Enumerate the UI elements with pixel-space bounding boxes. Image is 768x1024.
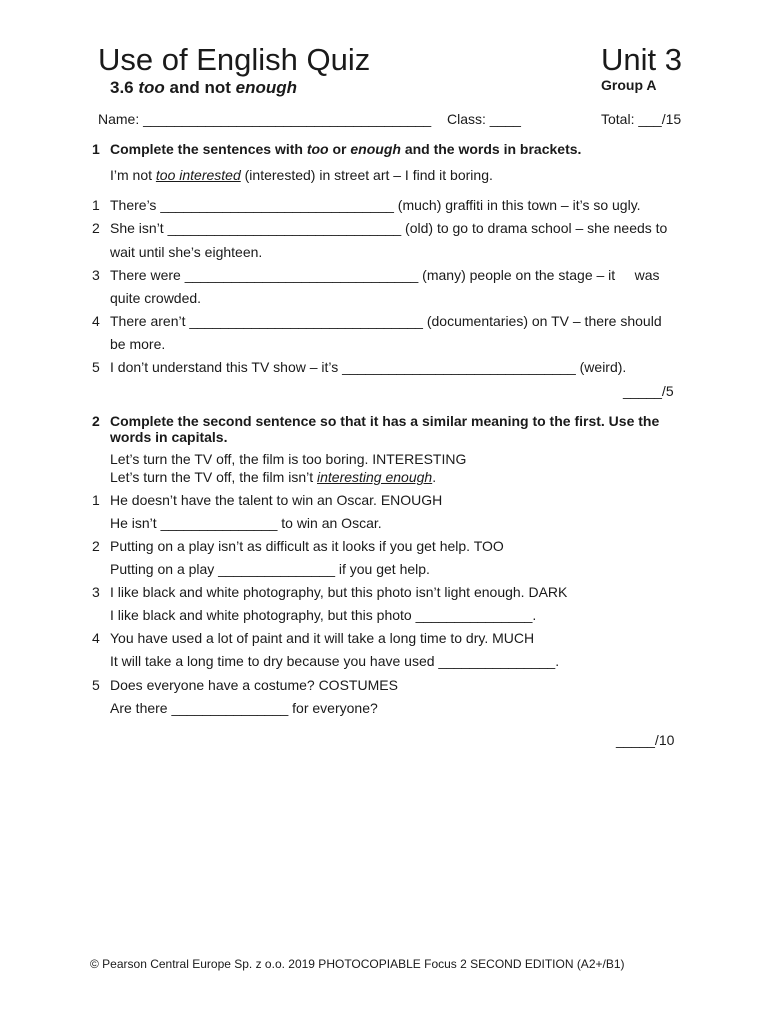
example2-post: .	[432, 469, 437, 485]
example-answer: too interested	[155, 167, 241, 183]
s1-item4-text[interactable]: There aren’t ______________________________ (documentaries) on TV – there should	[110, 313, 662, 329]
s1-item2-text-cont: wait until she’s eighteen.	[110, 244, 263, 260]
section2-instruction-line1: Complete the second sentence so that it has a similar meaning to the first. Use the	[110, 413, 660, 429]
s1-item5-text[interactable]: I don’t understand this TV show – it’s ______________________________ (weird).	[110, 359, 627, 375]
s2-item2-prompt: Putting on a play isn’t as difficult as it looks if you get help. TOO	[110, 538, 504, 554]
s1-item3-text-cont: quite crowded.	[110, 290, 202, 306]
s1-item4-text-cont: be more.	[110, 336, 166, 352]
section1-instr-a: Complete the sentences with	[110, 141, 303, 157]
section1-instr-b: and the words in brackets.	[404, 141, 582, 157]
s1-item3-number: 3	[92, 267, 100, 283]
section2-number: 2	[92, 413, 100, 429]
s1-item4-number: 4	[92, 313, 100, 329]
example-post: (interested) in street art – I find it boring.	[244, 167, 493, 183]
s2-item5-number: 5	[92, 677, 100, 693]
example2-pre: Let’s turn the TV off, the film isn’t	[110, 469, 314, 485]
section1-instr-or: or	[332, 141, 347, 157]
section1-instr-enough: enough	[350, 141, 401, 157]
section1-instr-too: too	[306, 141, 329, 157]
section2-score: _____/10	[616, 732, 675, 748]
s2-item4-answer-line[interactable]: It will take a long time to dry because you have used _______________.	[110, 653, 560, 669]
s2-item1-answer-line[interactable]: He isn’t _______________ to win an Oscar.	[110, 515, 382, 531]
s2-item3-number: 3	[92, 584, 100, 600]
s1-item2-number: 2	[92, 220, 100, 236]
name-field[interactable]: Name: _____________________________________	[98, 111, 432, 127]
s1-item5-number: 5	[92, 359, 100, 375]
group-label: Group A	[601, 77, 657, 93]
s1-item1-number: 1	[92, 197, 100, 213]
class-field[interactable]: Class: ____	[447, 111, 521, 127]
s2-item5-prompt: Does everyone have a costume? COSTUMES	[110, 677, 398, 693]
s2-item3-answer-line[interactable]: I like black and white photography, but this photo _______________.	[110, 607, 537, 623]
s2-item4-prompt: You have used a lot of paint and it will take a long time to dry. MUCH	[110, 630, 535, 646]
s2-item1-number: 1	[92, 492, 100, 508]
unit-title: Unit 3	[601, 42, 682, 77]
s2-item2-answer-line[interactable]: Putting on a play _______________ if you get help.	[110, 561, 430, 577]
example-pre: I’m not	[110, 167, 153, 183]
section2-example-line2	[110, 469, 436, 485]
s2-item3-prompt: I like black and white photography, but this photo isn’t light enough. DARK	[110, 584, 568, 600]
quiz-title: Use of English Quiz	[98, 42, 371, 77]
lesson-word-enough: enough	[235, 78, 298, 97]
section1-instruction	[110, 141, 581, 157]
section1-score: _____/5	[623, 383, 674, 399]
s1-item2-text[interactable]: She isn’t ______________________________ (old) to go to drama school – she needs to	[110, 220, 668, 236]
section1-example	[110, 167, 493, 183]
lesson-word-and-not: and not	[169, 78, 231, 97]
s1-item1-text[interactable]: There’s ______________________________ (much) graffiti in this town – it’s so ugly.	[110, 197, 641, 213]
section1-number: 1	[92, 141, 100, 157]
s1-item3-text[interactable]: There were ______________________________ (many) people on the stage – it was	[110, 267, 660, 283]
s2-item2-number: 2	[92, 538, 100, 554]
copyright-footer: © Pearson Central Europe Sp. z o.o. 2019 PHOTOCOPIABLE Focus 2 SECOND EDITION (A2+/B1)	[90, 957, 625, 971]
lesson-number: 3.6	[110, 78, 134, 97]
lesson-subtitle	[110, 78, 297, 98]
lesson-word-too: too	[138, 78, 165, 97]
s2-item5-answer-line[interactable]: Are there _______________ for everyone?	[110, 700, 378, 716]
section2-instruction-line2: words in capitals.	[110, 429, 228, 445]
s2-item1-prompt: He doesn’t have the talent to win an Oscar. ENOUGH	[110, 492, 443, 508]
section2-example-line1: Let’s turn the TV off, the film is too boring. INTERESTING	[110, 451, 467, 467]
s2-item4-number: 4	[92, 630, 100, 646]
total-field[interactable]: Total: ___/15	[601, 111, 682, 127]
example2-answer: interesting enough	[317, 469, 433, 485]
